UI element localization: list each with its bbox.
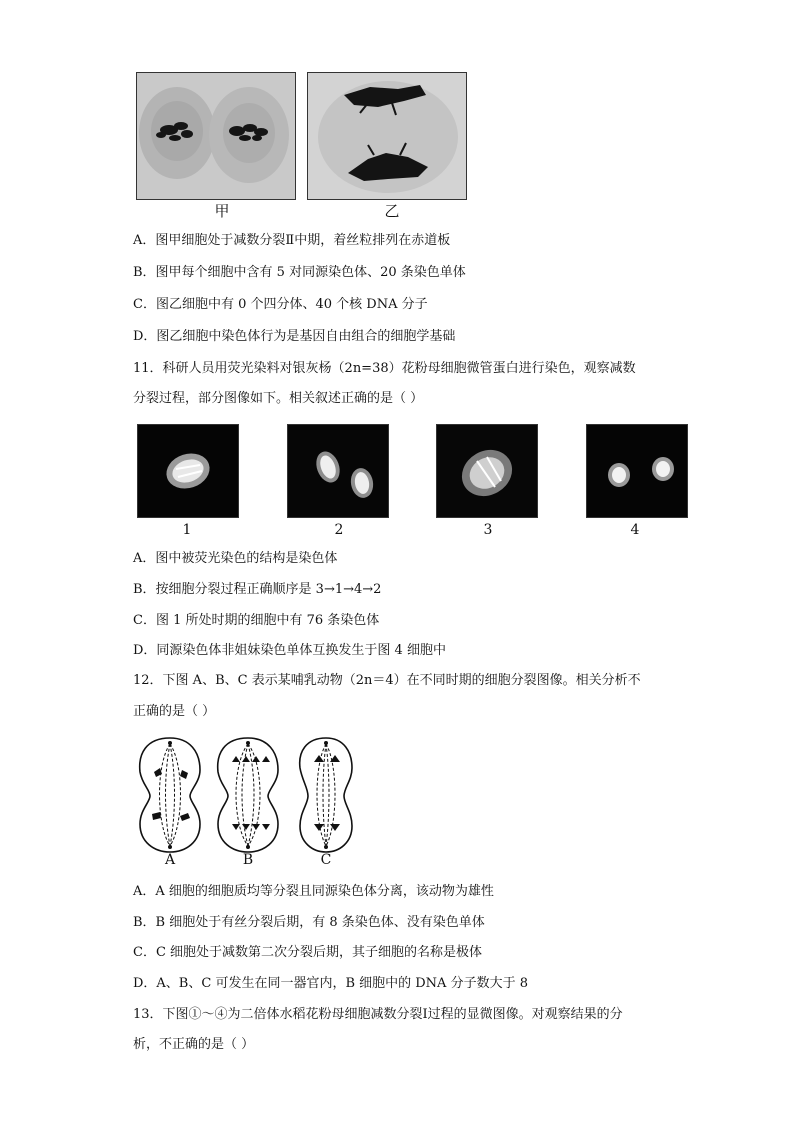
q11-figure-2-label: 2 [334, 522, 344, 538]
figure-yi-photo [307, 72, 467, 200]
q12-option-c: C．C 细胞处于减数第二次分裂后期，其子细胞的名称是极体 [133, 945, 483, 960]
q11-option-a: A．图中被荧光染色的结构是染色体 [133, 551, 338, 566]
q12-stem-line2: 正确的是（ ） [133, 704, 216, 719]
q11-figure-1-label: 1 [182, 522, 192, 538]
q11-option-d: D．同源染色体非姐妹染色单体互换发生于图 4 细胞中 [133, 643, 446, 658]
q12-figure-b-label: B [242, 852, 254, 868]
q11-figure-1-photo [137, 424, 239, 518]
q10-option-c: C．图乙细胞中有 0 个四分体、40 个核 DNA 分子 [133, 297, 428, 312]
q11-figure-4-photo [586, 424, 688, 518]
figure-jia-photo [136, 72, 296, 200]
q11-stem-line2: 分裂过程，部分图像如下。相关叙述正确的是（ ） [133, 391, 424, 406]
q13-stem-line1: 13．下图①～④为二倍体水稻花粉母细胞减数分裂Ⅰ过程的显微图像。对观察结果的分 [133, 1007, 623, 1022]
q11-option-c: C．图 1 所处时期的细胞中有 76 条染色体 [133, 613, 380, 628]
q11-figure-3-label: 3 [483, 522, 493, 538]
q12-option-a: A．A 细胞的细胞质均等分裂且同源染色体分离，该动物为雄性 [133, 884, 494, 899]
q12-option-b: B．B 细胞处于有丝分裂后期，有 8 条染色体、没有染色单体 [133, 915, 485, 930]
q10-option-d: D．图乙细胞中染色体行为是基因自由组合的细胞学基础 [133, 329, 456, 344]
q11-figure-4-label: 4 [630, 522, 640, 538]
q12-figure-a-label: A [164, 852, 176, 868]
q12-option-d: D．A、B、C 可发生在同一器官内，B 细胞中的 DNA 分子数大于 8 [133, 976, 528, 991]
q10-option-b: B．图甲每个细胞中含有 5 对同源染色体、20 条染色单体 [133, 265, 466, 280]
q11-figure-2-photo [287, 424, 389, 518]
q13-stem-line2: 析，不正确的是（ ） [133, 1037, 255, 1052]
q12-stem-line1: 12．下图 A、B、C 表示某哺乳动物（2n＝4）在不同时期的细胞分裂图像。相关分析不 [133, 673, 641, 688]
q11-figure-3-photo [436, 424, 538, 518]
figure-yi-label: 乙 [384, 202, 400, 220]
q10-option-a: A．图甲细胞处于减数分裂Ⅱ中期，着丝粒排列在赤道板 [133, 233, 451, 248]
q11-option-b: B．按细胞分裂过程正确顺序是 3→1→4→2 [133, 582, 382, 597]
q12-cell-diagrams [136, 734, 366, 856]
figure-jia-label: 甲 [214, 202, 230, 220]
q11-stem-line1: 11．科研人员用荧光染料对银灰杨（2n=38）花粉母细胞微管蛋白进行染色，观察减数 [133, 361, 636, 376]
q12-figure-c-label: C [320, 852, 332, 868]
